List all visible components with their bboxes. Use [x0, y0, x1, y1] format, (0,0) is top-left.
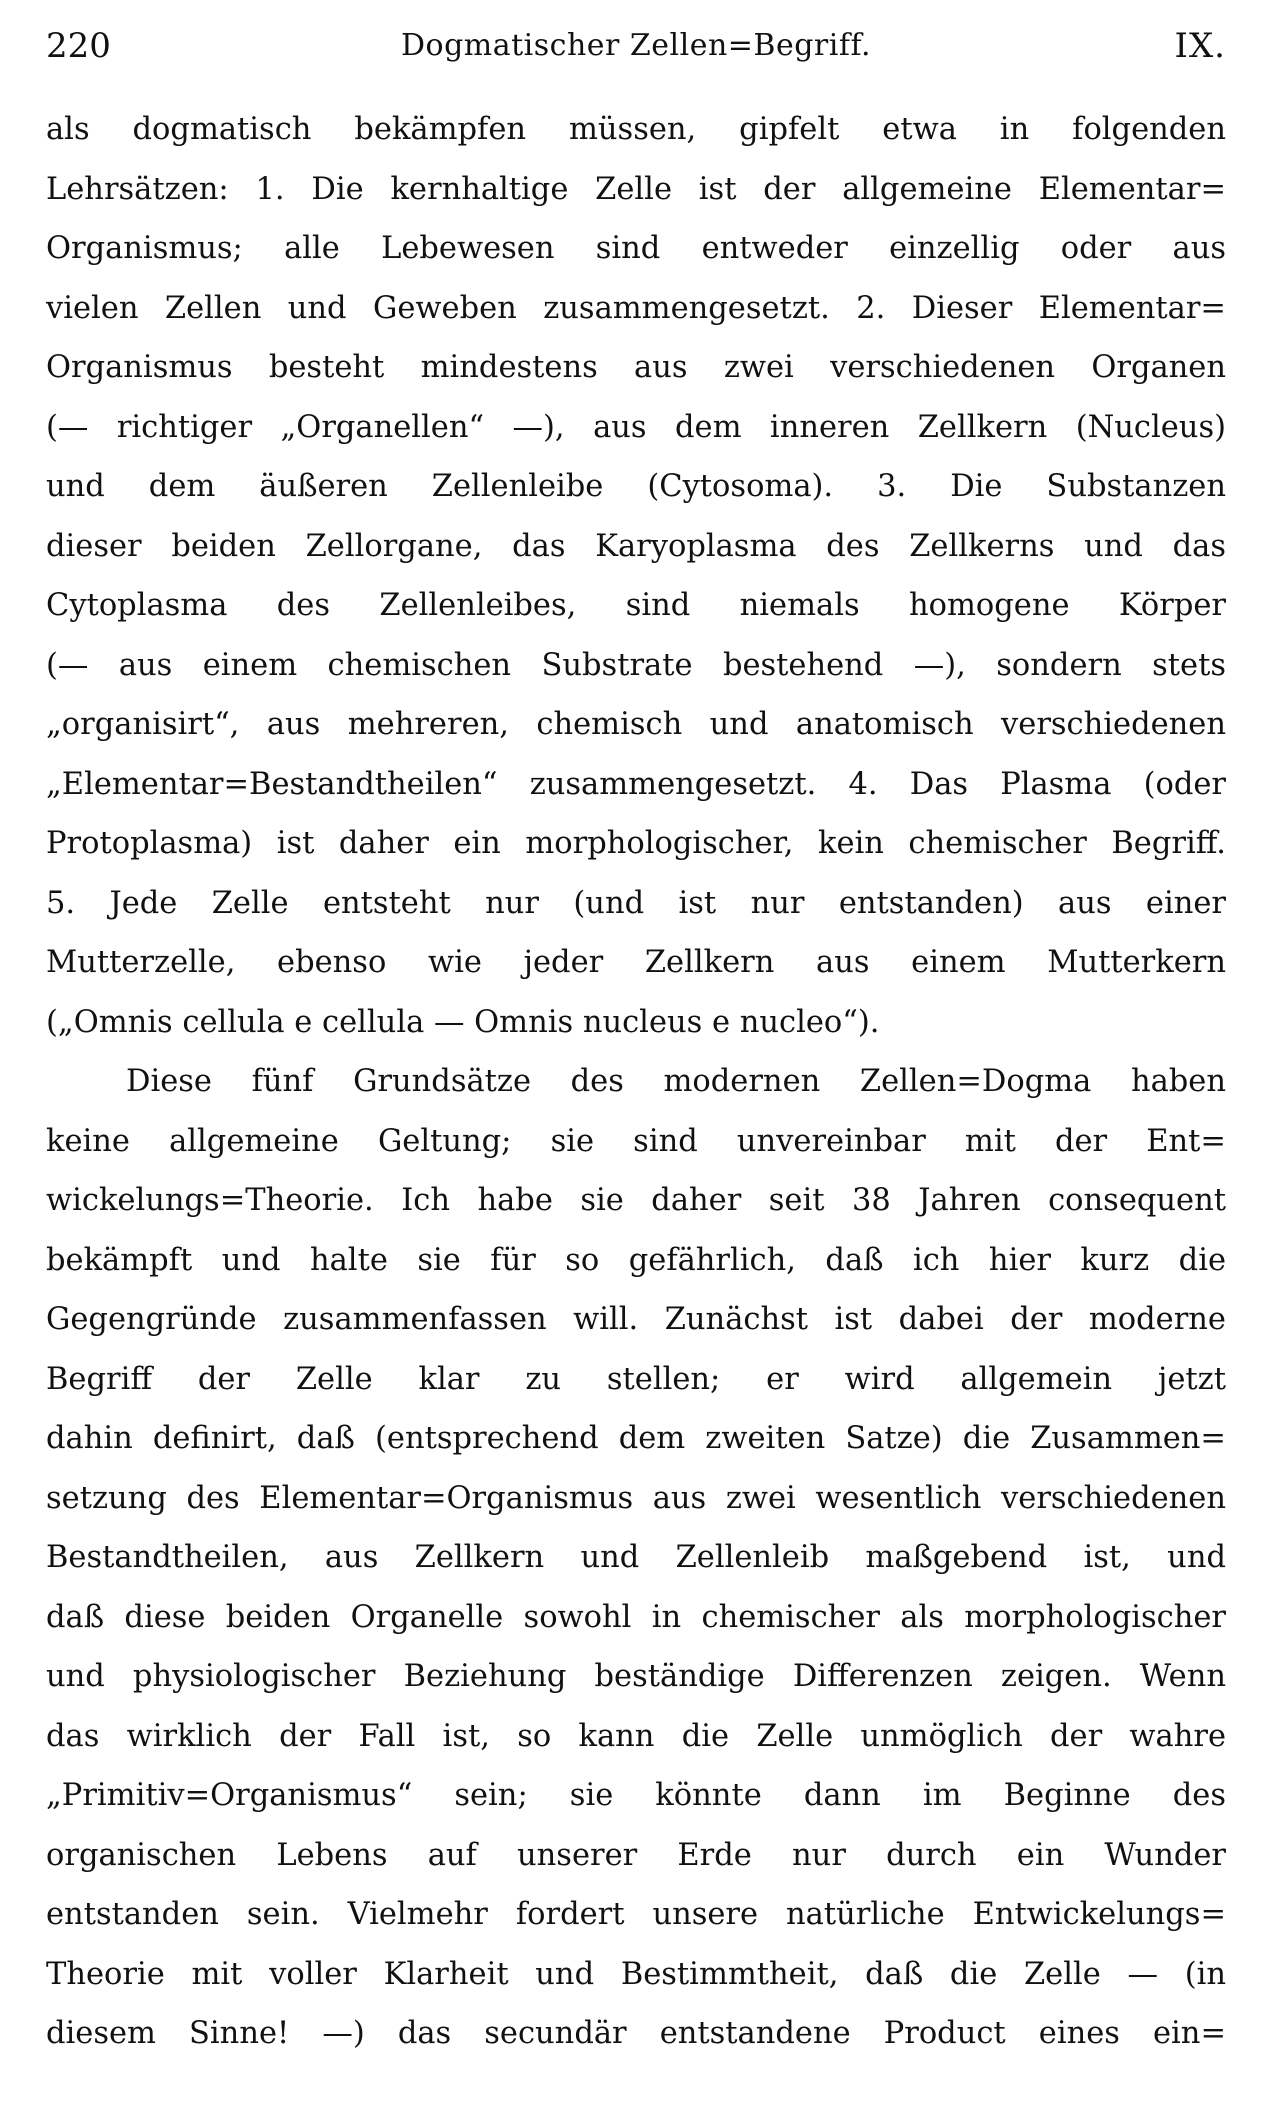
text-line: dieser beiden Zellorgane, das Karyoplasma des Zellkerns und das — [46, 528, 1226, 564]
text-line: (— richtiger „Organellen“ —), aus dem inneren Zellkern (Nucleus) — [46, 409, 1226, 445]
text-line: Bestandtheilen, aus Zellkern und Zellenleib maßgebend ist, und — [46, 1540, 1226, 1575]
text-line: „organisirt“, aus mehreren, chemisch und anatomisch verschiedenen — [46, 707, 1226, 742]
text-line: Cytoplasma des Zellenleibes, sind niemals homogene Körper — [46, 588, 1226, 623]
text-line: keine allgemeine Geltung; sie sind unvereinbar mit der Ent= — [46, 1123, 1226, 1159]
text-line: Organismus besteht mindestens aus zwei verschiedenen Organen — [46, 350, 1226, 385]
text-line: setzung des Elementar=Organismus aus zwei wesentlich verschiedenen — [46, 1480, 1226, 1516]
text-line: Lehrsätzen: 1. Die kernhaltige Zelle ist der allgemeine Elementar= — [46, 171, 1226, 207]
text-line: Mutterzelle, ebenso wie jeder Zellkern aus einem Mutterkern — [46, 945, 1226, 980]
page-number: 220 — [46, 26, 111, 66]
text-line: bekämpft und halte sie für so gefährlich, daß ich hier kurz die — [46, 1242, 1226, 1278]
paragraph-start-line: Diese fünf Grundsätze des modernen Zellen=Dogma haben — [126, 1064, 1226, 1099]
body-text — [46, 100, 1226, 2064]
running-header — [46, 22, 1226, 70]
text-line: und physiologischer Beziehung beständige Differenzen zeigen. Wenn — [46, 1659, 1226, 1694]
text-line: 5. Jede Zelle entsteht nur (und ist nur entstanden) aus einer — [46, 885, 1226, 921]
text-line: (— aus einem chemischen Substrate bestehend —), sondern stets — [46, 647, 1226, 683]
text-line: diesem Sinne! —) das secundär entstandene Product eines ein= — [46, 2016, 1226, 2051]
running-title: Dogmatischer Zellen=Begriff. — [400, 28, 872, 63]
text-line: daß diese beiden Organelle sowohl in chemischer als morphologischer — [46, 1599, 1226, 1635]
paragraph-end-line: („Omnis cellula e cellula — Omnis nucleus e nucleo“). — [46, 1004, 880, 1040]
text-line: als dogmatisch bekämpfen müssen, gipfelt etwa in folgenden — [46, 112, 1226, 147]
text-line: vielen Zellen und Geweben zusammengesetzt. 2. Dieser Elementar= — [46, 290, 1226, 326]
text-line: und dem äußeren Zellenleibe (Cytosoma). 3. Die Substanzen — [46, 469, 1226, 504]
text-line: Gegengründe zusammenfassen will. Zunächst ist dabei der moderne — [46, 1302, 1226, 1337]
text-line: wickelungs=Theorie. Ich habe sie daher seit 38 Jahren consequent — [46, 1183, 1226, 1218]
text-line: Protoplasma) ist daher ein morphologischer, kein chemischer Begriff. — [46, 826, 1226, 861]
text-line: Begriff der Zelle klar zu stellen; er wird allgemein jetzt — [46, 1361, 1226, 1397]
text-line: entstanden sein. Vielmehr fordert unsere natürliche Entwickelungs= — [46, 1897, 1226, 1932]
text-line: „Primitiv=Organismus“ sein; sie könnte dann im Beginne des — [46, 1778, 1226, 1813]
text-line: „Elementar=Bestandtheilen“ zusammengesetzt. 4. Das Plasma (oder — [46, 766, 1226, 802]
chapter-number: IX. — [1174, 26, 1226, 66]
text-line: Organismus; alle Lebewesen sind entweder einzellig oder aus — [46, 231, 1226, 266]
text-line: dahin definirt, daß (entsprechend dem zweiten Satze) die Zusammen= — [46, 1421, 1226, 1456]
text-line: Theorie mit voller Klarheit und Bestimmtheit, daß die Zelle — (in — [46, 1956, 1226, 1992]
text-line: das wirklich der Fall ist, so kann die Zelle unmöglich der wahre — [46, 1718, 1226, 1754]
text-line: organischen Lebens auf unserer Erde nur durch ein Wunder — [46, 1837, 1226, 1873]
